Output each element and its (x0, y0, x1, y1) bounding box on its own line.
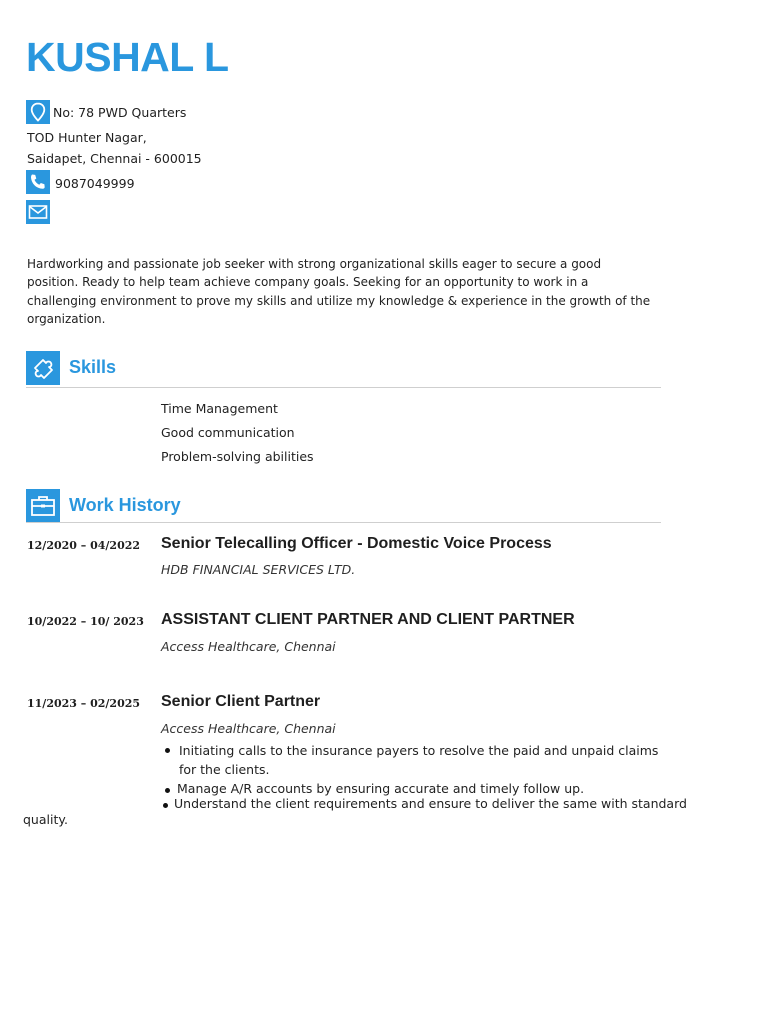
briefcase-icon (26, 489, 60, 523)
job-company: HDB FINANCIAL SERVICES LTD. (161, 562, 356, 577)
job-bullet-continuation: quality. (23, 812, 68, 827)
phone-number: 9087049999 (55, 176, 135, 191)
job-bullet: Initiating calls to the insurance payers to resolve the paid and unpaid claims for the clients. (165, 742, 665, 779)
job-bullet: Understand the client requirements and ensure to deliver the same with standard (163, 795, 683, 814)
job-title: Senior Telecalling Officer - Domestic Voice Process (161, 535, 552, 552)
job-company: Access Healthcare, Chennai (161, 721, 336, 736)
bullet-dot (165, 788, 170, 793)
job-dates: 11/2023 – 02/2025 (27, 697, 141, 710)
address-line-3: Saidapet, Chennai - 600015 (27, 151, 202, 166)
skill-item: Good communication (161, 425, 295, 440)
location-icon (26, 100, 50, 124)
professional-summary: Hardworking and passionate job seeker with strong organizational skills eager to secure a good position. Ready to help team achieve company goals. Seeking for an opportunity to work in a challenging environment to prove my skills and utilize my knowledge & experience in the growth of the organization. (27, 257, 651, 326)
job-dates: 10/2022 – 10/ 2023 (27, 615, 144, 628)
skill-item: Time Management (161, 401, 278, 416)
work-history-divider (26, 522, 661, 523)
mail-icon (26, 200, 50, 224)
bullet-dot (163, 803, 168, 808)
address-line-2: TOD Hunter Nagar, (27, 130, 147, 145)
candidate-name: KUSHAL L (26, 34, 229, 80)
bullet-dot (165, 748, 170, 753)
skill-item: Problem-solving abilities (161, 449, 314, 464)
puzzle-icon (26, 351, 60, 385)
job-title: Senior Client Partner (161, 693, 321, 710)
address-line-1: No: 78 PWD Quarters (53, 105, 187, 120)
work-history-title: Work History (69, 495, 181, 515)
skills-title: Skills (69, 357, 117, 377)
job-title: ASSISTANT CLIENT PARTNER AND CLIENT PARTNER (161, 611, 575, 628)
job-dates: 12/2020 – 04/2022 (27, 539, 141, 552)
phone-icon (26, 170, 50, 194)
job-bullet: Manage A/R accounts by ensuring accurate and timely follow up. (165, 780, 665, 799)
skills-divider (26, 387, 661, 388)
job-company: Access Healthcare, Chennai (161, 639, 336, 654)
